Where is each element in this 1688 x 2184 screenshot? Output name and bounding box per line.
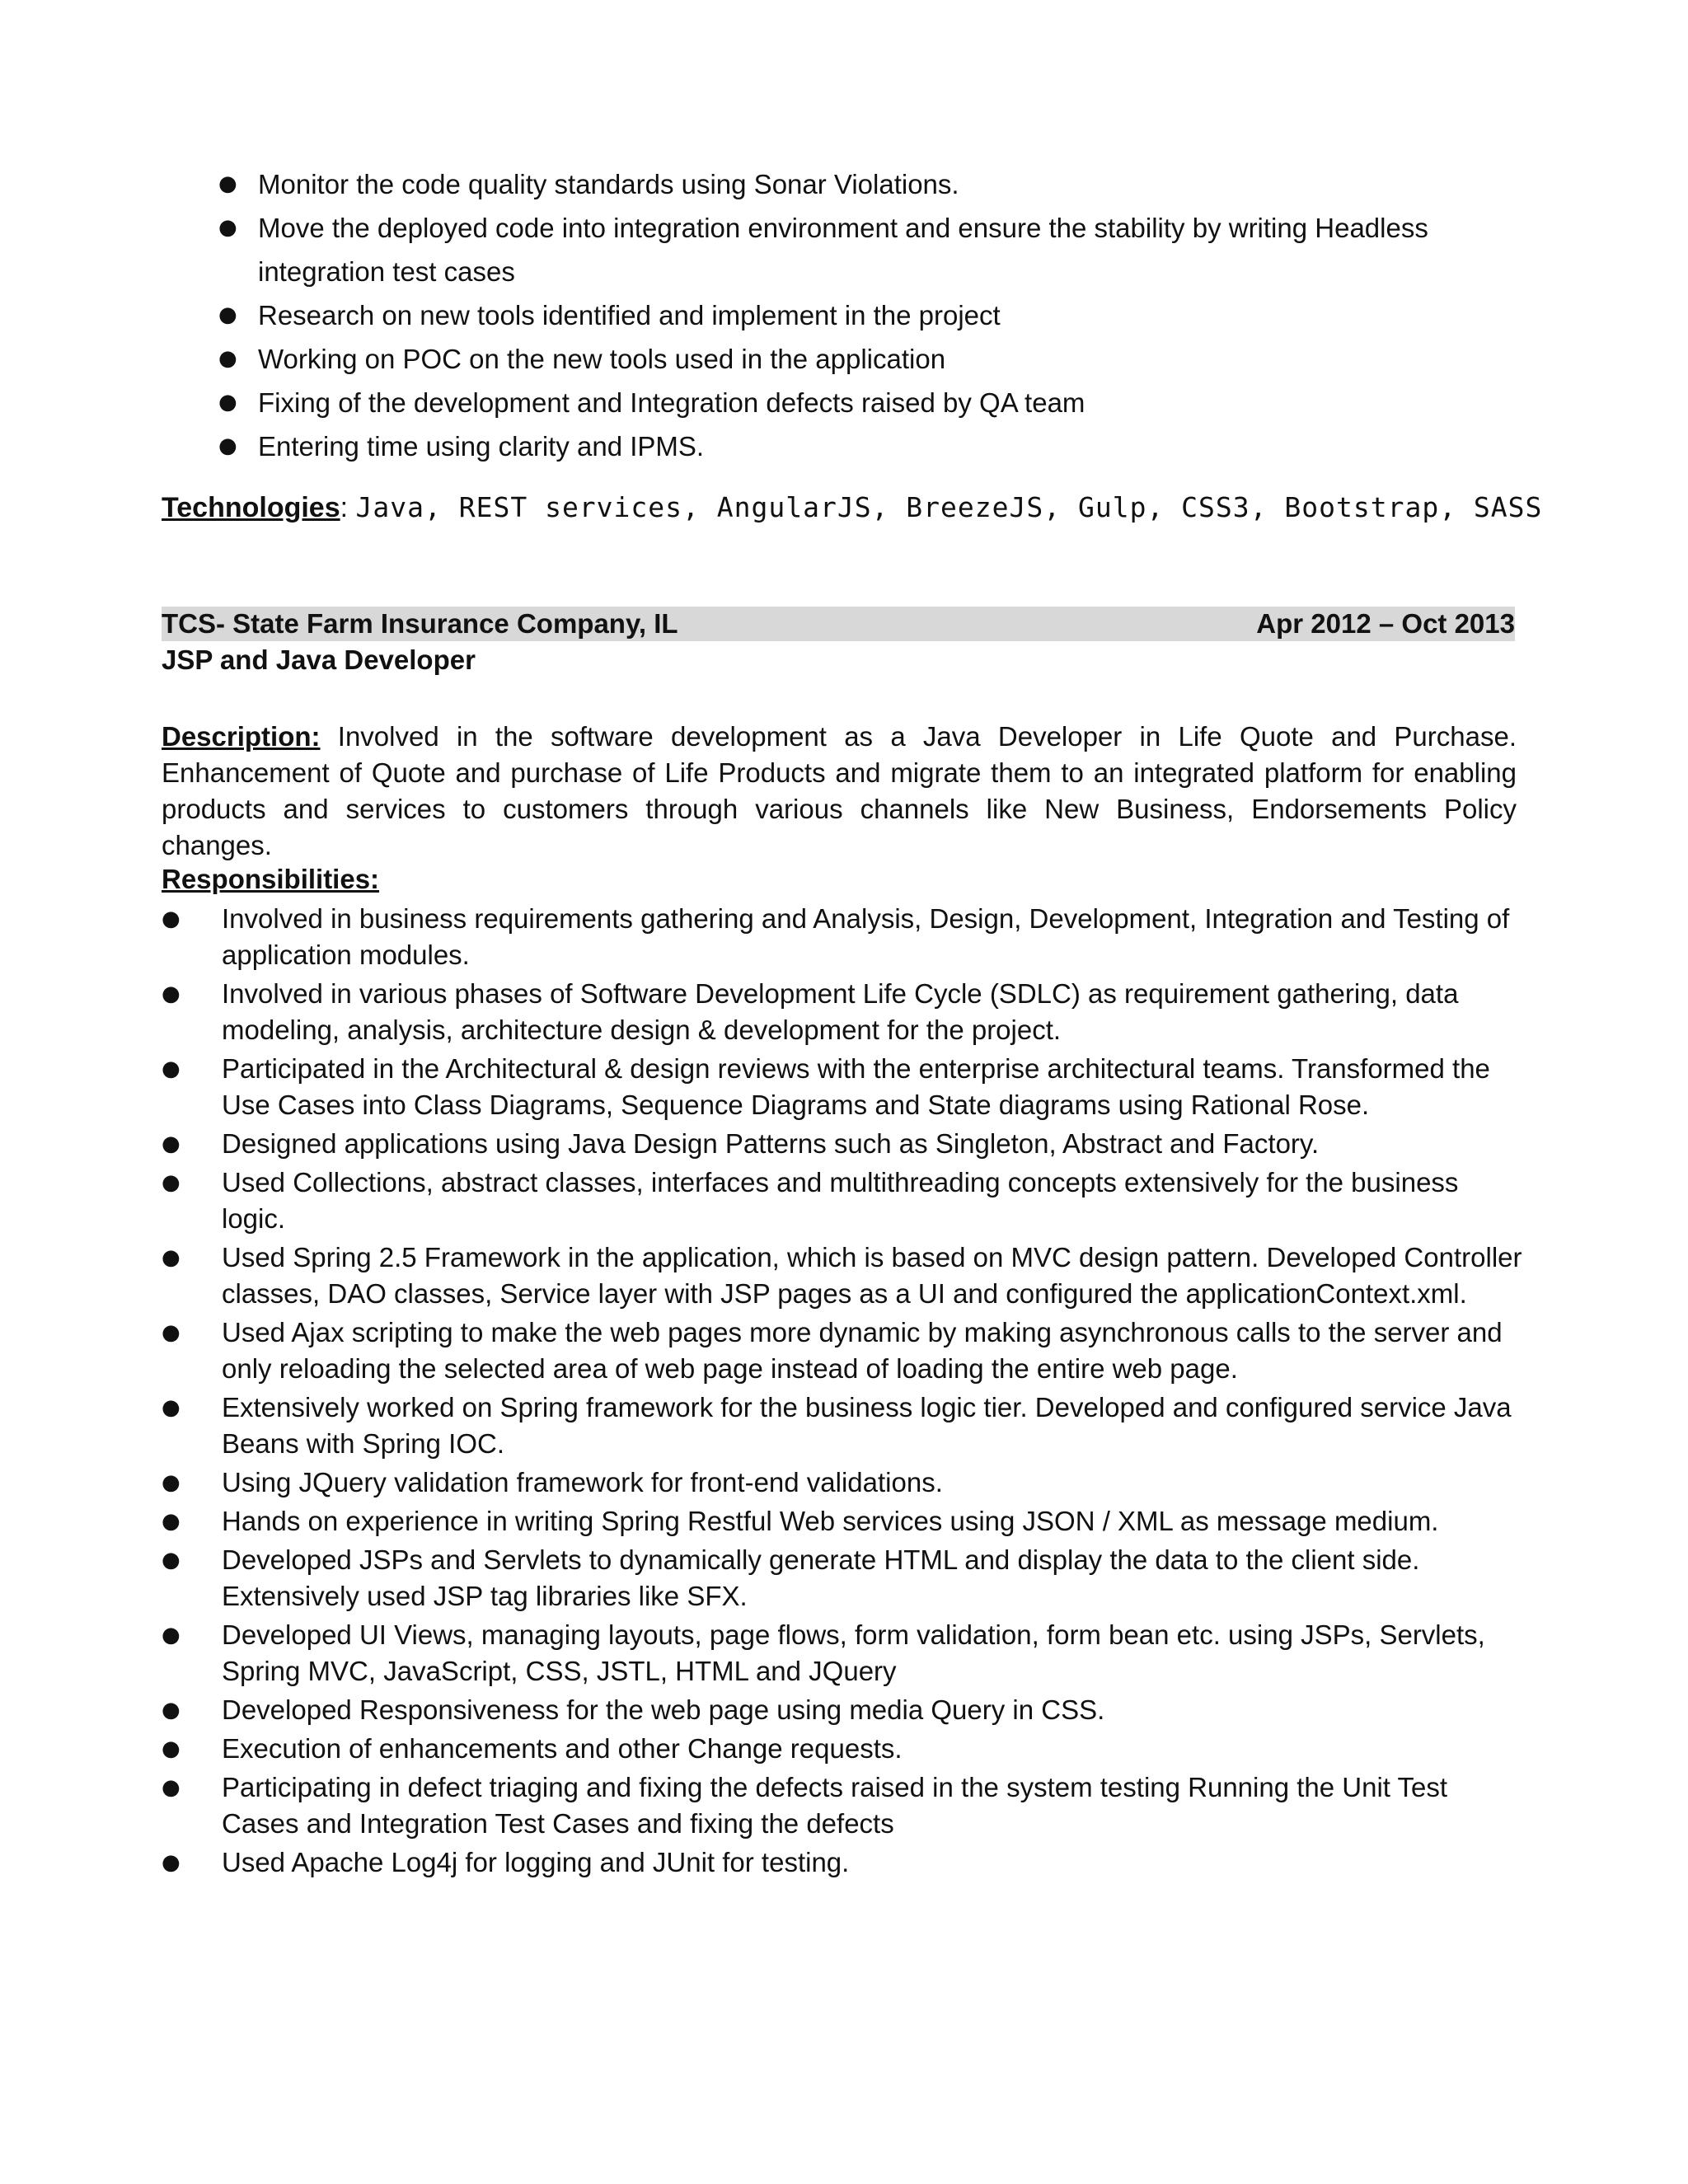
bullet-icon: ● [162,982,181,1006]
bullet-icon: ● [162,1775,181,1800]
responsibility-text: Used Spring 2.5 Framework in the application, which is based on MVC design pattern. Developed Controller classes, DAO classes, Service layer with JSP pages as a UI and configured the applicationContext.xml. [222,1242,1522,1309]
responsibility-text: Participating in defect triaging and fixing the defects raised in the system testing Running the Unit Test Cases and Integration Test Cases and fixing the defects [222,1772,1448,1839]
bullet-icon: ● [162,1470,181,1495]
responsibility-item [162,1126,1524,1162]
job-title: JSP and Java Developer [162,644,476,675]
responsibility-text: Developed Responsiveness for the web page using media Query in CSS. [222,1694,1105,1725]
responsibility-text: Involved in business requirements gathering and Analysis, Design, Development, Integration and Testing of application modules. [222,903,1510,970]
responsibility-item [162,1051,1524,1123]
responsibility-item [162,1315,1524,1387]
continued-bullet-text: Research on new tools identified and implement in the project [258,300,1001,330]
continued-bullet-text: Entering time using clarity and IPMS. [258,431,705,462]
bullet-icon: ● [218,215,237,240]
technologies-separator: : [340,492,356,523]
continued-bullet-item [218,293,1544,337]
responsibility-text: Participated in the Architectural & design reviews with the enterprise architectural teams. Transformed the Use Cases into Class Diagrams, Sequence Diagrams and State diagrams using Rational Rose. [222,1053,1490,1120]
bullet-icon: ● [218,390,237,415]
responsibility-item [162,1617,1524,1690]
responsibility-item [162,1542,1524,1615]
bullet-icon: ● [162,1509,181,1534]
description-text: Involved in the software development as a Java Developer in Life Quote and Purchase. Enhancement of Quote and purchase of Life Products and migrate them to an integrated platform for enabling products and services to customers through various channels like New Business, Endorsements Policy changes. [162,721,1517,860]
responsibility-text: Used Collections, abstract classes, interfaces and multithreading concepts extensively for the business logic. [222,1167,1459,1234]
responsibility-item [162,976,1524,1048]
continued-bullet-item [218,381,1544,424]
responsibility-text: Developed JSPs and Servlets to dynamically generate HTML and display the data to the client side. Extensively used JSP tag libraries like SFX. [222,1544,1420,1611]
continued-bullet-text: Fixing of the development and Integration defects raised by QA team [258,387,1085,418]
continued-bullet-item [218,424,1544,468]
responsibility-item [162,1465,1524,1501]
bullet-icon: ● [218,346,237,371]
bullet-icon: ● [162,907,181,931]
bullet-icon: ● [162,1850,181,1875]
continued-bullet-list [218,162,1544,468]
responsibility-text: Used Apache Log4j for logging and JUnit for testing. [222,1847,850,1877]
responsibility-text: Execution of enhancements and other Change requests. [222,1733,903,1764]
continued-bullet-item [218,206,1544,293]
bullet-icon: ● [162,1132,181,1156]
continued-bullet-text: Move the deployed code into integration environment and ensure the stability by writing Headless integration test cases [258,213,1428,287]
bullet-icon: ● [162,1548,181,1572]
responsibility-item [162,1692,1524,1728]
bullet-icon: ● [162,1057,181,1081]
job-company: TCS- State Farm Insurance Company, IL [162,608,678,639]
responsibility-text: Involved in various phases of Software Development Life Cycle (SDLC) as requirement gathering, data modeling, analysis, architecture design & development for the project. [222,978,1459,1045]
bullet-icon: ● [162,1623,181,1647]
responsibility-text: Extensively worked on Spring framework for the business logic tier. Developed and configured service Java Beans with Spring IOC. [222,1392,1512,1459]
responsibility-item [162,1844,1524,1881]
continued-bullet-item [218,162,1544,206]
responsibility-item [162,1165,1524,1237]
responsibilities-heading: Responsibilities: [162,864,380,894]
job-header-bar [162,607,1515,641]
continued-bullet-text: Working on POC on the new tools used in the application [258,344,946,374]
bullet-icon: ● [162,1320,181,1345]
bullet-icon: ● [162,1245,181,1270]
responsibility-text: Developed UI Views, managing layouts, page flows, form validation, form bean etc. using JSPs, Servlets, Spring MVC, JavaScript, CSS, JSTL, HTML and JQuery [222,1619,1485,1686]
bullet-icon: ● [162,1736,181,1761]
bullet-icon: ● [218,434,237,458]
technologies-label: Technologies [162,492,340,523]
responsibility-item [162,1390,1524,1462]
bullet-icon: ● [162,1395,181,1420]
job-description [162,719,1517,864]
job-dates: Apr 2012 – Oct 2013 [1256,608,1515,639]
responsibility-text: Used Ajax scripting to make the web pages more dynamic by making asynchronous calls to the server and only reloading the selected area of web page instead of loading the entire web page. [222,1317,1503,1384]
responsibility-item [162,1240,1524,1312]
description-label: Description: [162,721,321,752]
bullet-icon: ● [218,171,237,196]
bullet-icon: ● [162,1170,181,1195]
responsibility-item [162,901,1524,973]
responsibility-item [162,1769,1524,1842]
technologies-value: Java, REST services, AngularJS, BreezeJS, Gulp, CSS3, Bootstrap, SASS [355,491,1543,523]
responsibility-item [162,1731,1524,1767]
responsibility-text: Designed applications using Java Design Patterns such as Singleton, Abstract and Factory. [222,1128,1320,1159]
continued-bullet-text: Monitor the code quality standards using Sonar Violations. [258,169,959,199]
bullet-icon: ● [218,302,237,327]
bullet-icon: ● [162,1698,181,1722]
responsibilities-list [162,901,1524,1883]
continued-bullet-item [218,337,1544,381]
responsibility-text: Using JQuery validation framework for front-end validations. [222,1467,943,1497]
responsibility-item [162,1503,1524,1540]
technologies-line [162,491,1542,524]
responsibility-text: Hands on experience in writing Spring Restful Web services using JSON / XML as message medium. [222,1506,1439,1536]
